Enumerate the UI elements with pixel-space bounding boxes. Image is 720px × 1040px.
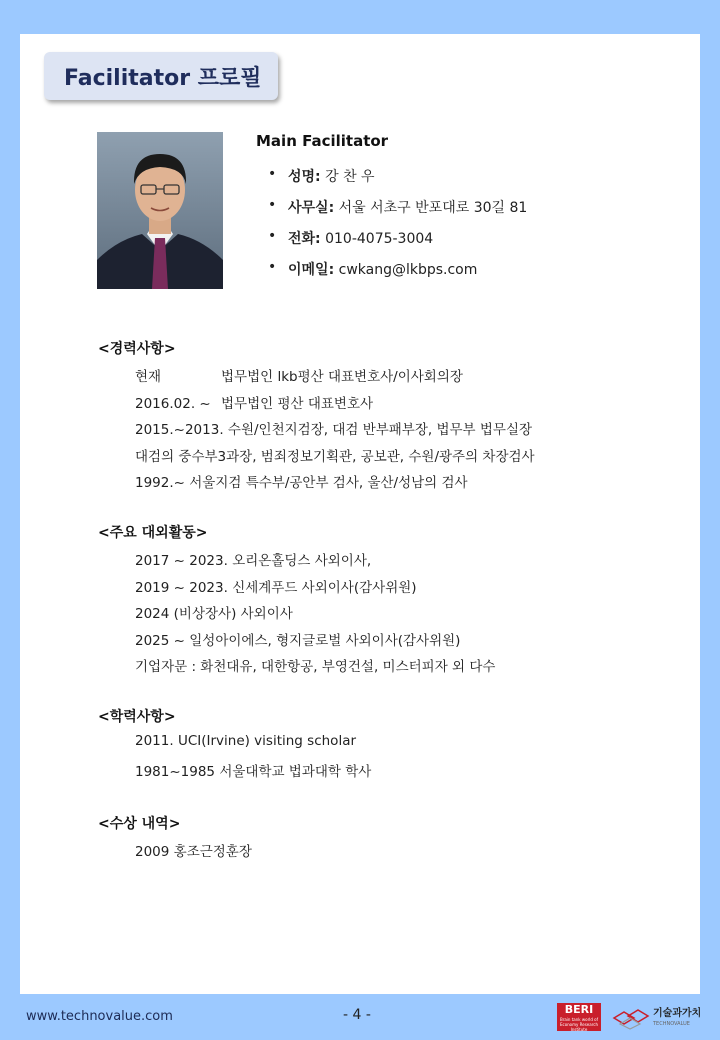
career-row: 대검의 중수부3과장, 범죄정보기획관, 공보관, 수원/광주의 차장검사: [135, 448, 535, 465]
activity-row: 2024 (비상장사) 사외이사: [135, 606, 293, 622]
info-phone: • 전화: 010-4075-3004: [288, 228, 527, 259]
activity-row: 2025 ~ 일성아이에스, 형지글로벌 사외이사(감사위원): [135, 632, 461, 649]
main-facilitator-label: Main Facilitator: [256, 132, 389, 150]
activity-row: 2017 ~ 2023. 오리온홀딩스 사외이사,: [135, 553, 372, 569]
activities-section: [98, 522, 495, 682]
contact-info-list: [288, 166, 527, 290]
beri-logo: BERI Brain tank world of Economy Research Institute: [557, 1003, 601, 1031]
career-row: 2016.02. ~ 법무법인 평산 대표변호사: [135, 395, 374, 412]
education-title: <학력사항>: [98, 709, 176, 725]
profile-photo: [97, 132, 223, 289]
awards-section: [98, 813, 252, 867]
page-number: - 4 -: [343, 1007, 371, 1023]
activities-title: <주요 대외활동>: [98, 525, 208, 541]
activity-row: 2019 ~ 2023. 신세계푸드 사외이사(감사위원): [135, 579, 417, 596]
technovalue-name: 기술과가치 TECHNOVALUE: [653, 1008, 702, 1027]
career-row: 현재 법무법인 lkb평산 대표변호사/이사회의장: [135, 369, 463, 385]
education-section: [98, 706, 371, 786]
award-row: 2009 홍조근정훈장: [135, 844, 252, 860]
page-title: Facilitator 프로필: [64, 66, 262, 91]
education-row: 2011. UCI(Irvine) visiting scholar: [135, 733, 357, 749]
title-box: [44, 52, 278, 100]
awards-title: <수상 내역>: [98, 816, 181, 832]
career-row: 1992.~ 서울지검 특수부/공안부 검사, 울산/성남의 검사: [135, 475, 468, 491]
activity-row: 기업자문 : 화천대유, 대한항공, 부영건설, 미스터피자 외 다수: [135, 659, 496, 675]
info-email: • 이메일: cwkang@lkbps.com: [288, 259, 527, 290]
info-name: • 성명: 강 찬 우: [288, 166, 527, 197]
info-office: • 사무실: 서울 서초구 반포대로 30길 81: [288, 197, 527, 228]
education-row: 1981~1985 서울대학교 법과대학 학사: [135, 763, 372, 780]
career-row: 2015.~2013. 수원/인천지검장, 대검 반부패부장, 법무부 법무실장: [135, 422, 533, 438]
footer-url[interactable]: www.technovalue.com: [26, 1009, 173, 1024]
career-title: <경력사항>: [98, 341, 176, 357]
page: [20, 34, 700, 994]
technovalue-logo-icon: [610, 1004, 652, 1030]
career-section: [98, 338, 535, 498]
